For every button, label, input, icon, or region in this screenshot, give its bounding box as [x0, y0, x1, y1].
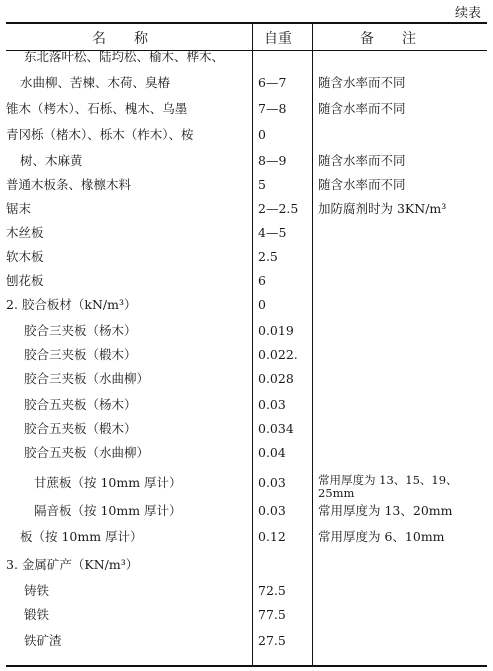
- table-row: [6, 174, 487, 196]
- row-name: 锻铁: [24, 607, 50, 622]
- row-weight: 0: [258, 297, 266, 312]
- weights-table: [6, 22, 487, 667]
- row-name: 隔音板（按 10mm 厚计）: [34, 503, 182, 518]
- table-row: [6, 554, 487, 576]
- row-name: 胶合五夹板（椴木）: [24, 421, 137, 436]
- row-name: 甘蔗板（按 10mm 厚计）: [34, 475, 182, 490]
- row-name: 铁矿渣: [24, 633, 62, 648]
- row-weight: 6: [258, 273, 266, 288]
- row-weight: 72.5: [258, 583, 286, 598]
- row-note: 随含水率而不同: [318, 177, 406, 192]
- continued-caption: 续表: [454, 6, 481, 21]
- header-weight: 自重: [264, 31, 292, 47]
- row-name: 软木板: [6, 249, 44, 264]
- row-name: 东北落叶松、陆均松、榆木、桦木、: [24, 49, 225, 64]
- row-note: 随含水率而不同: [318, 153, 406, 168]
- table-row: [6, 222, 487, 244]
- row-name: 胶合三夹板（水曲柳）: [24, 371, 150, 386]
- row-name: 2. 胶合板材（kN/m³）: [6, 297, 137, 312]
- row-weight: 0: [258, 127, 266, 142]
- row-weight: 6—7: [258, 75, 287, 90]
- table-row: [6, 526, 487, 548]
- row-name: 锯末: [6, 201, 32, 216]
- table-row: [6, 124, 487, 146]
- row-note: 加防腐剂时为 3KN/m³: [318, 201, 447, 216]
- header-name: 名 称: [92, 31, 148, 47]
- table-row: [6, 368, 487, 390]
- table-row: [6, 442, 487, 464]
- row-note: 常用厚度为 6、10mm: [318, 529, 445, 544]
- table-row: [6, 270, 487, 292]
- header-note: 备 注: [360, 31, 416, 47]
- row-weight: 0.034: [258, 421, 294, 436]
- table-row: [6, 150, 487, 172]
- row-weight: 0.12: [258, 529, 286, 544]
- table-row: [6, 394, 487, 416]
- row-weight: 0.03: [258, 475, 286, 490]
- row-name: 刨花板: [6, 273, 44, 288]
- row-weight: 0.03: [258, 503, 286, 518]
- table-row: [6, 472, 487, 500]
- row-name: 水曲柳、苦楝、木荷、臭椿: [20, 75, 171, 90]
- row-name: 树、木麻黄: [20, 153, 83, 168]
- row-weight: 5: [258, 177, 266, 192]
- table-row: [6, 418, 487, 440]
- row-note: 常用厚度为 13、20mm: [318, 503, 453, 518]
- row-name: 锥木（栲木）、石栎、槐木、乌墨: [6, 101, 188, 116]
- row-note: 随含水率而不同: [318, 75, 406, 90]
- table-row: [6, 580, 487, 602]
- row-name: 胶合三夹板（杨木）: [24, 323, 137, 338]
- row-weight: 2.5: [258, 249, 278, 264]
- row-name: 普通木板条、椽檩木料: [6, 177, 132, 192]
- row-name: 青冈栎（楮木）、栎木（柞木）、桉: [6, 127, 194, 142]
- table-row: [6, 630, 487, 652]
- row-weight: 27.5: [258, 633, 286, 648]
- row-weight: 0.022.: [258, 347, 298, 362]
- row-weight: 0.04: [258, 445, 286, 460]
- row-note: 常用厚度为 13、15、19、25mm: [318, 473, 458, 500]
- row-name: 胶合五夹板（水曲柳）: [24, 445, 150, 460]
- table-row: [6, 500, 487, 522]
- row-weight: 4—5: [258, 225, 287, 240]
- table-row: [6, 198, 487, 220]
- table-row: [6, 46, 487, 68]
- row-name: 胶合五夹板（杨木）: [24, 397, 137, 412]
- row-weight: 2—2.5: [258, 201, 299, 216]
- row-name: 3. 金属矿产（KN/m³）: [6, 557, 139, 572]
- table-row: [6, 344, 487, 366]
- row-note: 随含水率而不同: [318, 101, 406, 116]
- table-row: [6, 72, 487, 94]
- row-weight: 8—9: [258, 153, 287, 168]
- table-row: [6, 604, 487, 626]
- row-name: 胶合三夹板（椴木）: [24, 347, 137, 362]
- table-row: [6, 98, 487, 120]
- row-name: 木丝板: [6, 225, 44, 240]
- row-weight: 0.019: [258, 323, 294, 338]
- table-row: [6, 294, 487, 316]
- row-weight: 7—8: [258, 101, 287, 116]
- row-weight: 0.028: [258, 371, 294, 386]
- row-name: 铸铁: [24, 583, 50, 598]
- row-weight: 77.5: [258, 607, 286, 622]
- table-row: [6, 320, 487, 342]
- table-row: [6, 246, 487, 268]
- row-name: 板（按 10mm 厚计）: [20, 529, 143, 544]
- row-weight: 0.03: [258, 397, 286, 412]
